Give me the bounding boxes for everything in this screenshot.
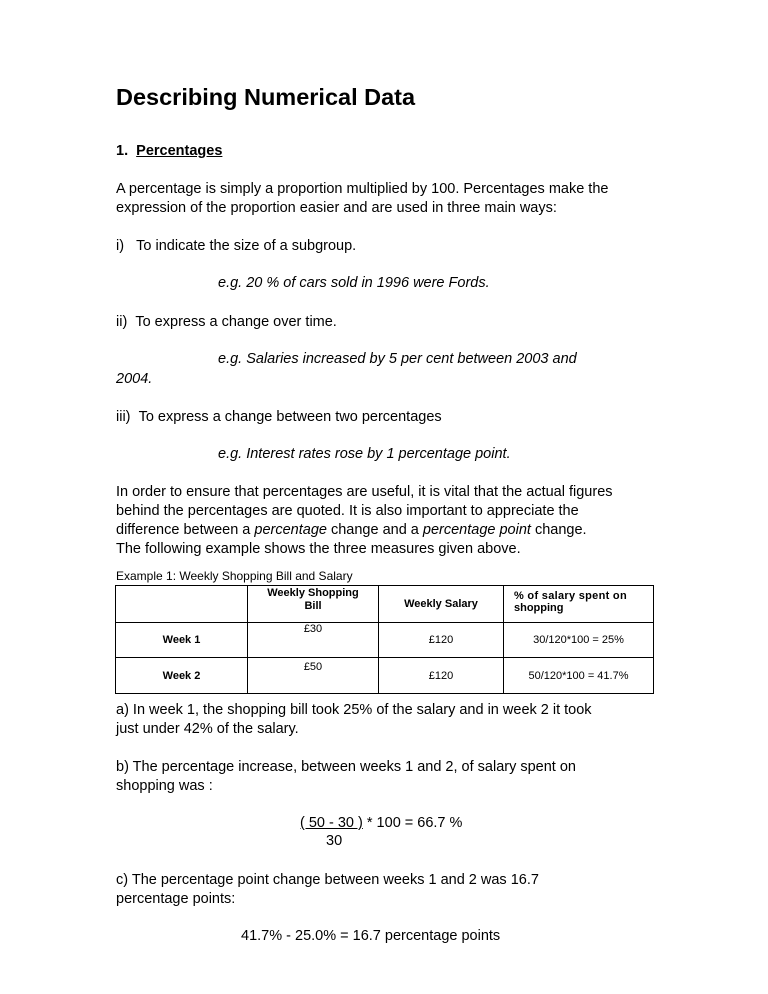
table-caption: Example 1: Weekly Shopping Bill and Salary xyxy=(116,569,353,583)
header-text: shopping xyxy=(514,602,564,614)
header-weekly-salary xyxy=(379,586,504,623)
point-a-line-1: a) In week 1, the shopping bill took 25% of the salary and in week 2 it took xyxy=(116,702,592,718)
point-c-line-1: c) The percentage point change between weeks 1 and 2 was 16.7 xyxy=(116,872,539,888)
way-label: iii) xyxy=(116,409,131,425)
cell-bill: £50 xyxy=(248,658,379,694)
cell-pct: 50/120*100 = 41.7% xyxy=(504,658,654,694)
way-item-1 xyxy=(116,237,651,256)
table-row xyxy=(116,623,654,658)
para2-line-2: behind the percentages are quoted. It is also important to appreciate the xyxy=(116,503,579,519)
point-b-formula xyxy=(300,815,462,831)
cell-salary: £120 xyxy=(379,623,504,658)
formula-numerator: ( 50 - 30 ) xyxy=(300,815,363,831)
way-item-3 xyxy=(116,408,651,427)
row-label: Week 2 xyxy=(116,658,248,694)
header-text: Weekly Shopping xyxy=(267,587,359,599)
way-item-2 xyxy=(116,313,651,332)
way-example-2-line-2: 2004. xyxy=(116,371,153,387)
point-c-line-2: percentage points: xyxy=(116,891,236,907)
formula-denominator: 30 xyxy=(326,833,343,849)
intro-line-2: expression of the proportion easier and are used in three main ways: xyxy=(116,200,557,216)
intro-line-1: A percentage is simply a proportion multiplied by 100. Percentages make the xyxy=(116,181,609,197)
header-pct-salary xyxy=(504,586,654,623)
formula-rest: * 100 = 66.7 % xyxy=(362,815,463,831)
header-text: Weekly Salary xyxy=(404,598,478,610)
point-b-line-1: b) The percentage increase, between weeks 1 and 2, of salary spent on xyxy=(116,759,576,775)
para2-line-1: In order to ensure that percentages are useful, it is vital that the actual figures xyxy=(116,484,613,500)
table-header-row xyxy=(116,586,654,623)
way-example-2-line-1: e.g. Salaries increased by 5 per cent between 2003 and xyxy=(218,351,577,367)
way-label: ii) xyxy=(116,314,128,330)
table-corner-cell xyxy=(116,586,248,623)
row-label: Week 1 xyxy=(116,623,248,658)
way-text: To express a change over time. xyxy=(135,314,337,330)
cell-pct: 30/120*100 = 25% xyxy=(504,623,654,658)
para2-text: change. xyxy=(530,522,587,538)
section-number: 1. xyxy=(116,143,129,159)
para2-text: change and a xyxy=(326,522,423,538)
way-label: i) xyxy=(116,238,125,254)
point-b-line-2: shopping was : xyxy=(116,778,213,794)
header-text: Bill xyxy=(304,599,322,612)
section-title: Percentages xyxy=(136,143,223,159)
header-text: % of salary spent on xyxy=(514,590,627,602)
way-text: To express a change between two percentages xyxy=(138,409,442,425)
header-weekly-shopping-bill xyxy=(248,586,379,623)
table-row xyxy=(116,658,654,694)
cell-salary: £120 xyxy=(379,658,504,694)
para2-emphasis: percentage point xyxy=(422,522,531,538)
point-a-line-2: just under 42% of the salary. xyxy=(116,721,299,737)
page-title: Describing Numerical Data xyxy=(116,84,416,110)
para2-emphasis: percentage xyxy=(254,522,327,538)
way-example-1: e.g. 20 % of cars sold in 1996 were Fords. xyxy=(218,275,490,291)
way-example-3: e.g. Interest rates rose by 1 percentage point. xyxy=(218,446,511,462)
shopping-salary-table xyxy=(115,585,654,694)
section-heading xyxy=(116,143,222,159)
para2-line-4: The following example shows the three measures given above. xyxy=(116,541,521,557)
way-text: To indicate the size of a subgroup. xyxy=(136,238,357,254)
cell-bill: £30 xyxy=(248,623,379,658)
point-c-formula: 41.7% - 25.0% = 16.7 percentage points xyxy=(241,928,501,944)
para2-line-3 xyxy=(116,521,651,540)
para2-text: difference between a xyxy=(116,522,255,538)
